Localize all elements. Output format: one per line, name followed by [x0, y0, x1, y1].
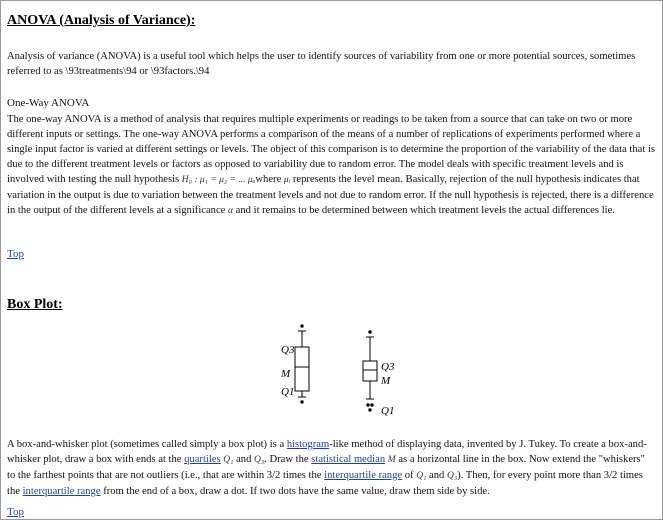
boxplot-text-6: of: [402, 470, 417, 481]
q1-symbol: Q₁: [223, 455, 234, 465]
box-plot-body: [7, 437, 655, 499]
right-median-label: M: [381, 375, 391, 387]
mu-symbol: μᵢ: [283, 175, 291, 185]
one-way-anova-body: [7, 112, 655, 219]
boxplot-text-4: . Draw the: [264, 454, 312, 465]
q3-symbol: Q₃: [254, 455, 265, 465]
statistical-median-link[interactable]: statistical median: [311, 454, 386, 465]
q3-symbol-2: Q₃: [447, 471, 458, 481]
box-plot-title: Box Plot:: [7, 297, 63, 312]
box-plot-left: [295, 325, 309, 403]
boxplot-text-8: ). Then, for every point more than 3/2 times the: [7, 470, 643, 497]
q1-symbol-2: Q₁: [416, 471, 427, 481]
alpha-symbol: α: [228, 206, 234, 216]
boxplot-text-1: A box-and-whisker plot (sometimes called simply a box plot) is a: [7, 439, 287, 450]
left-q1-label: Q1: [281, 386, 295, 398]
boxplot-text-2: -like method of displaying data, invented by J. Tukey. To create a box-and-whisker plot, draw a box with ends at the: [7, 439, 647, 465]
quartiles-link[interactable]: quartiles: [184, 454, 221, 465]
anova-body-part-4: and it remains to be determined between which treatment levels the actual differences lie.: [233, 205, 615, 216]
boxplot-text-3: and: [233, 454, 255, 465]
boxplot-text-7: and: [426, 470, 447, 481]
right-q3-label: Q3: [381, 361, 395, 373]
anova-body-part-2: where: [255, 174, 284, 185]
interquartile-range-link[interactable]: interquartile range: [324, 470, 403, 481]
one-way-anova-heading: One-Way ANOVA: [7, 97, 90, 109]
boxplot-text-9: from the end of a box, draw a dot. If two dots have the same value, draw them side by side.: [100, 486, 490, 497]
null-hypothesis-formula: H₀ : μ₁ = μ₂ = ... μₐ: [181, 175, 256, 185]
left-median-label: M: [281, 368, 291, 380]
box-plot-right: [363, 331, 377, 411]
anova-title: ANOVA (Analysis of Variance):: [7, 13, 196, 28]
anova-intro: Analysis of variance (ANOVA) is a useful tool which helps the user to identify sources of variability from one or more potential sources, sometimes referred to as \93treatments\94 or \93factors.\94: [7, 51, 636, 77]
anova-body-part-1: The one-way ANOVA is a method of analysis that requires multiple experiments or readings to be taken from a source that can take on two or more different inputs or settings. The one-way ANOVA performs a comparison of the means of a number of replications of experiments performed where a single input factor is varied at different settings or levels. The object of this comparison is to determine the proportion of the variability of the data that is due to the different treatment levels or factors as opposed to variability due to random error. The model deals with specific treatment levels and is involved with testing the null hypothesis: [7, 114, 656, 185]
top-link-2[interactable]: Top: [7, 506, 24, 518]
right-q1-label: Q1: [381, 405, 395, 417]
anova-body-part-3: represents the level mean. Basically, rejection of the null hypothesis indicates that variation in the output is due to variation between the treatment levels and not due to random error. If the null hypothesis is rejected, there is a difference in the output of the different levels at a significance: [7, 174, 654, 216]
interquartile-range-link-2[interactable]: interquartile range: [22, 486, 101, 497]
histogram-link[interactable]: histogram: [286, 439, 330, 450]
boxplot-text-5: as a horizontal line in the box. Now extend the "whiskers" to the farthest points that are not outliers (i.e., that are within 3/2 times the: [7, 454, 646, 481]
left-q3-label: Q3: [281, 344, 295, 356]
top-link[interactable]: Top: [7, 248, 24, 260]
box-plot-figure: [265, 323, 405, 423]
m-symbol: M: [387, 455, 396, 465]
